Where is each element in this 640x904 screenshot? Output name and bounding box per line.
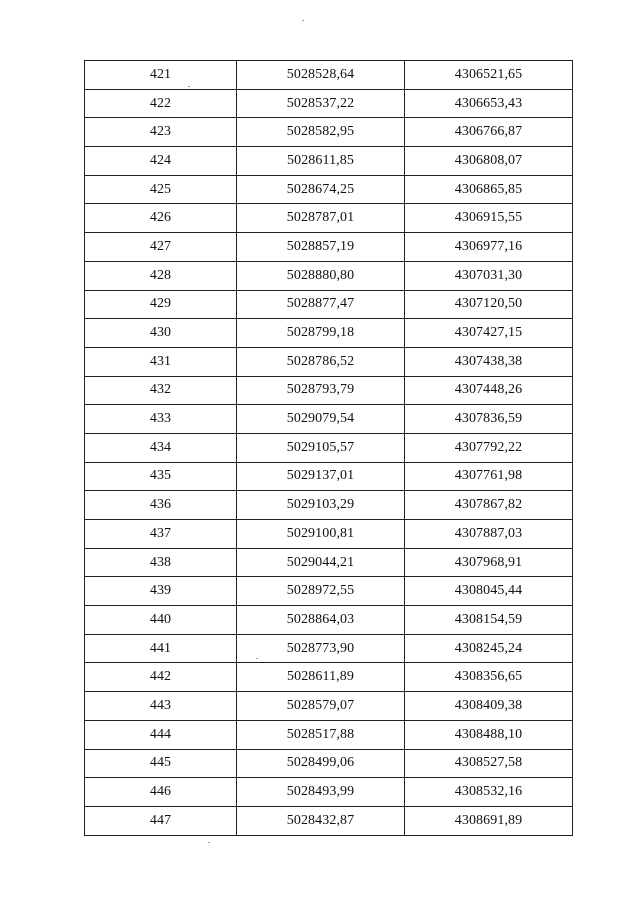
y-coordinate-cell: 4308045,44	[405, 577, 573, 606]
x-coordinate-cell: 5028877,47	[237, 290, 405, 319]
table-row	[85, 175, 573, 204]
point-number-cell: 432	[85, 376, 237, 405]
point-number-cell: 435	[85, 462, 237, 491]
y-coordinate-cell: 4308245,24	[405, 634, 573, 663]
y-coordinate-cell: 4308356,65	[405, 663, 573, 692]
table-row	[85, 462, 573, 491]
table-row	[85, 290, 573, 319]
coordinates-table-body	[85, 61, 573, 836]
x-coordinate-cell: 5028793,79	[237, 376, 405, 405]
point-number-cell: 446	[85, 778, 237, 807]
x-coordinate-cell: 5028799,18	[237, 319, 405, 348]
point-number-cell: 422	[85, 89, 237, 118]
point-number-cell: 430	[85, 319, 237, 348]
table-row	[85, 577, 573, 606]
y-coordinate-cell: 4307438,38	[405, 347, 573, 376]
point-number-cell: 444	[85, 720, 237, 749]
table-row	[85, 61, 573, 90]
point-number-cell: 421	[85, 61, 237, 90]
point-number-cell: 425	[85, 175, 237, 204]
table-row	[85, 749, 573, 778]
point-number-cell: 434	[85, 433, 237, 462]
table-row	[85, 606, 573, 635]
x-coordinate-cell: 5028787,01	[237, 204, 405, 233]
point-number-cell: 441	[85, 634, 237, 663]
table-row	[85, 720, 573, 749]
table-row	[85, 520, 573, 549]
table-row	[85, 405, 573, 434]
x-coordinate-cell: 5028611,89	[237, 663, 405, 692]
x-coordinate-cell: 5028493,99	[237, 778, 405, 807]
table-row	[85, 347, 573, 376]
x-coordinate-cell: 5028499,06	[237, 749, 405, 778]
y-coordinate-cell: 4307968,91	[405, 548, 573, 577]
point-number-cell: 429	[85, 290, 237, 319]
x-coordinate-cell: 5029105,57	[237, 433, 405, 462]
x-coordinate-cell: 5029103,29	[237, 491, 405, 520]
x-coordinate-cell: 5028786,52	[237, 347, 405, 376]
coordinates-table	[84, 60, 573, 836]
y-coordinate-cell: 4306915,55	[405, 204, 573, 233]
y-coordinate-cell: 4308409,38	[405, 692, 573, 721]
y-coordinate-cell: 4308488,10	[405, 720, 573, 749]
y-coordinate-cell: 4307031,30	[405, 261, 573, 290]
table-row	[85, 634, 573, 663]
table-row	[85, 319, 573, 348]
y-coordinate-cell: 4307448,26	[405, 376, 573, 405]
x-coordinate-cell: 5028432,87	[237, 806, 405, 835]
y-coordinate-cell: 4308691,89	[405, 806, 573, 835]
point-number-cell: 431	[85, 347, 237, 376]
table-row	[85, 89, 573, 118]
point-number-cell: 433	[85, 405, 237, 434]
scan-speck	[302, 20, 304, 21]
x-coordinate-cell: 5028517,88	[237, 720, 405, 749]
x-coordinate-cell: 5029079,54	[237, 405, 405, 434]
y-coordinate-cell: 4306977,16	[405, 233, 573, 262]
x-coordinate-cell: 5029044,21	[237, 548, 405, 577]
x-coordinate-cell: 5028579,07	[237, 692, 405, 721]
x-coordinate-cell: 5028674,25	[237, 175, 405, 204]
table-row	[85, 778, 573, 807]
table-row	[85, 692, 573, 721]
x-coordinate-cell: 5028537,22	[237, 89, 405, 118]
table-row	[85, 663, 573, 692]
x-coordinate-cell: 5028528,64	[237, 61, 405, 90]
y-coordinate-cell: 4306653,43	[405, 89, 573, 118]
y-coordinate-cell: 4307120,50	[405, 290, 573, 319]
y-coordinate-cell: 4307761,98	[405, 462, 573, 491]
table-row	[85, 548, 573, 577]
table-row	[85, 376, 573, 405]
point-number-cell: 424	[85, 147, 237, 176]
point-number-cell: 447	[85, 806, 237, 835]
table-row	[85, 118, 573, 147]
y-coordinate-cell: 4307836,59	[405, 405, 573, 434]
table-row	[85, 491, 573, 520]
point-number-cell: 436	[85, 491, 237, 520]
point-number-cell: 438	[85, 548, 237, 577]
table-row	[85, 806, 573, 835]
y-coordinate-cell: 4306865,85	[405, 175, 573, 204]
point-number-cell: 437	[85, 520, 237, 549]
point-number-cell: 428	[85, 261, 237, 290]
point-number-cell: 442	[85, 663, 237, 692]
y-coordinate-cell: 4307887,03	[405, 520, 573, 549]
y-coordinate-cell: 4307792,22	[405, 433, 573, 462]
y-coordinate-cell: 4306808,07	[405, 147, 573, 176]
table-row	[85, 147, 573, 176]
y-coordinate-cell: 4307427,15	[405, 319, 573, 348]
point-number-cell: 427	[85, 233, 237, 262]
point-number-cell: 445	[85, 749, 237, 778]
table-row	[85, 433, 573, 462]
y-coordinate-cell: 4308532,16	[405, 778, 573, 807]
point-number-cell: 439	[85, 577, 237, 606]
y-coordinate-cell: 4306521,65	[405, 61, 573, 90]
y-coordinate-cell: 4308527,58	[405, 749, 573, 778]
x-coordinate-cell: 5029137,01	[237, 462, 405, 491]
scan-speck	[208, 842, 210, 843]
point-number-cell: 426	[85, 204, 237, 233]
x-coordinate-cell: 5028582,95	[237, 118, 405, 147]
point-number-cell: 440	[85, 606, 237, 635]
point-number-cell: 443	[85, 692, 237, 721]
x-coordinate-cell: 5028864,03	[237, 606, 405, 635]
y-coordinate-cell: 4308154,59	[405, 606, 573, 635]
y-coordinate-cell: 4306766,87	[405, 118, 573, 147]
x-coordinate-cell: 5028773,90	[237, 634, 405, 663]
x-coordinate-cell: 5028857,19	[237, 233, 405, 262]
x-coordinate-cell: 5028611,85	[237, 147, 405, 176]
table-row	[85, 233, 573, 262]
table-row	[85, 204, 573, 233]
point-number-cell: 423	[85, 118, 237, 147]
x-coordinate-cell: 5028880,80	[237, 261, 405, 290]
table-row	[85, 261, 573, 290]
x-coordinate-cell: 5029100,81	[237, 520, 405, 549]
y-coordinate-cell: 4307867,82	[405, 491, 573, 520]
x-coordinate-cell: 5028972,55	[237, 577, 405, 606]
